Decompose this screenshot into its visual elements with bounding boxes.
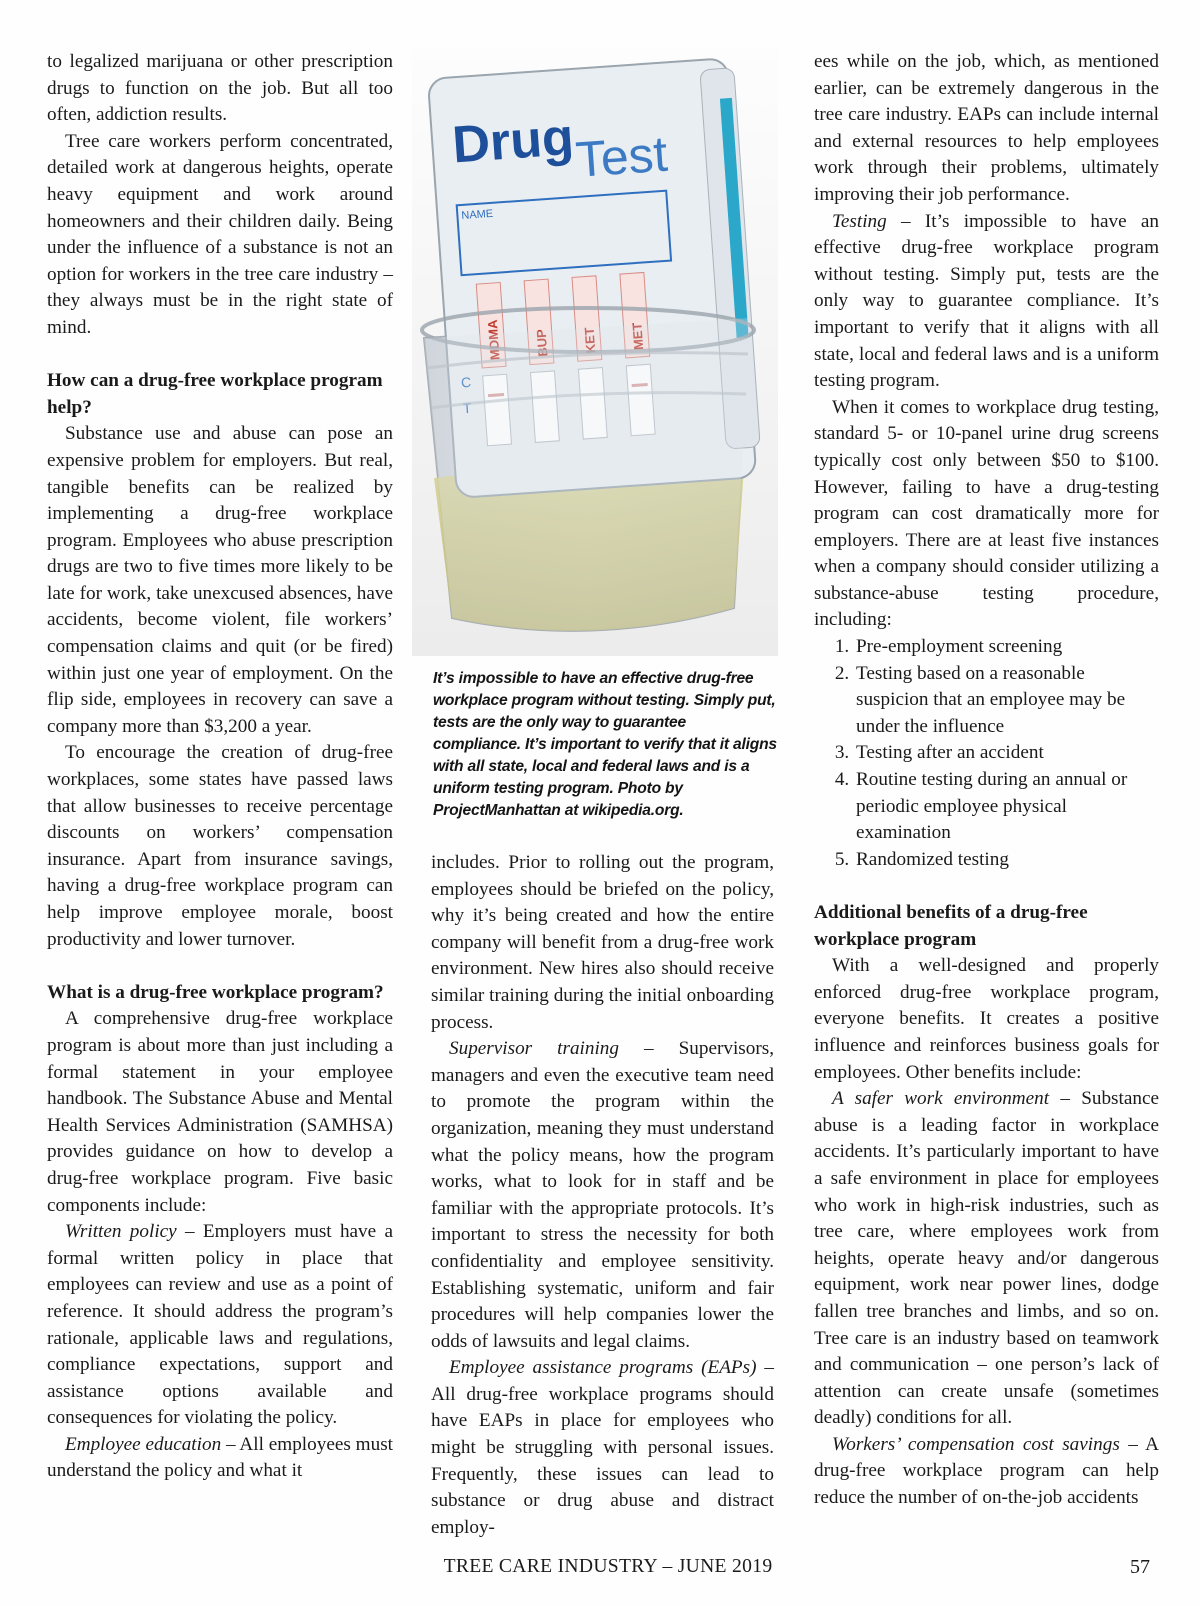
paragraph: Substance use and abuse can pose an expensive problem for employers. But real, tangible benefits can be realized by implementing a drug-free workplace program. Employees who abuse prescription drugs are two to five times more likely to be late for work, take unexcused absences, have accidents, become violent, file workers’ compensation claims and quit (or be fired) within just one year of employment. On the flip side, employees in recovery can save a company more than $3,200 a year. [47,423,393,737]
brand-word-test: Test [573,125,670,188]
paragraph: Workers’ compensation cost savings – A drug-free workplace program can help reduce the number of on-the-job accidents [814,1433,1159,1509]
paragraph: A safer work environment – Substance abuse is a leading factor in workplace accidents. It’s particularly important to have a safe environment in place for employees who work in high-risk industries, such as tree care, where employees work from heights, operate heavy and/or dangerous equipment, work near power lines, dodge fallen tree branches and limbs, and so on. Tree care is an industry based on teamwork and communication – one person’s lack of attention can create unsafe (sometimes deadly) conditions for all. [814,1088,1159,1429]
paragraph: To encourage the creation of drug-free workplaces, some states have passed laws that allow businesses to receive percentage discounts on workers’ compensation insurance. Apart from insurance savings, having a drug-free workplace program can help improve employee morale, boost productivity and lower turnover. [47,742,393,950]
section-heading: What is a drug-free workplace program? [47,981,384,1003]
paragraph: Tree care workers perform concentrated, detailed work at dangerous heights, operate heavy equipment and work around homeowners and their children daily. Being under the influence of a substance is not an option for workers in the tree care industry – they always must be in the right state of mind. [47,130,393,338]
article-column-2 [431,850,774,1541]
panel-label-ket: KET [581,326,599,354]
section-heading: Additional benefits of a drug-free workplace program [814,902,1088,950]
article-column-3 [814,49,1159,1512]
drug-test-photo [412,48,778,656]
paragraph: Employee assistance programs (EAPs) – All drug-free workplace programs should have EAPs in place for employees who might be struggling with personal issues. Frequently, these issues can lead to substance or drug abuse and distract employ- [431,1357,774,1538]
page-number: 57 [1130,1556,1150,1578]
run-in-heading: Employee education [65,1433,222,1455]
paragraph: Written policy – Employers must have a formal written policy in place that employees can review and use as a point of reference. It should address the program’s rationale, applicable laws and regulations, compliance expectations, support and assistance options available and consequences for violating the policy. [47,1221,393,1429]
panel-label-mdma: MDMA [484,319,503,361]
test-line-label: T [462,399,472,417]
brand-word-drug: Drug [450,108,576,175]
paragraph: Testing – It’s impossible to have an effective drug-free workplace program without testing. Simply put, tests are the only way to guarantee compliance. It’s important to verify that it aligns with all state, local and federal laws and is a uniform testing program. [814,210,1159,392]
run-in-heading: A safer work environment [832,1088,1050,1110]
paragraph: to legalized marijuana or other prescription drugs to function on the job. But all too often, addiction results. [47,51,393,126]
control-line-label: C [460,373,472,391]
photo-caption: It’s impossible to have an effective drug-free workplace program without testing. Simply put, tests are the only way to guarantee compliance. It’s important to verify that it aligns with all state, local and federal laws and is a uniform testing program. Photo by ProjectManhattan at wikipedia.org. [433,670,777,819]
paragraph: With a well-designed and properly enforced drug-free workplace program, everyone benefits. It creates a positive influence and reinforces business goals for employees. Other benefits include: [814,955,1159,1083]
run-in-heading: Testing [832,210,887,232]
run-in-heading: Workers’ compensation cost savings [832,1433,1120,1455]
list-item: 3. Testing after an accident [854,740,1159,767]
run-in-heading: Written policy [65,1221,177,1243]
paragraph: Employee education – All employees must understand the policy and what it [47,1433,393,1482]
paragraph: includes. Prior to rolling out the program, employees should be briefed on the policy, why it’s being created and how the entire company will benefit from a drug-free work environment. New hires also should receive similar training during the initial onboarding process. [431,852,774,1033]
list-item: 4. Routine testing during an annual or periodic employee physical examination [854,767,1159,847]
name-field-label: NAME [461,207,494,223]
list-item: 1. Pre-employment screening [854,634,1159,661]
panel-label-met: MET [629,322,647,351]
run-in-heading: Employee assistance programs (EAPs) [449,1357,757,1379]
panel-label-bup: BUP [533,328,551,358]
paragraph: A comprehensive drug-free workplace program is about more than just including a formal statement in your employee handbook. The Substance Abuse and Mental Health Services Administration (SAMHSA) provides guidance on how to develop a drug-free workplace program. Five basic components include: [47,1008,393,1216]
paragraph: ees while on the job, which, as mentioned earlier, can be extremely dangerous in the tree care industry. EAPs can include internal and external resources to help employees work through their problems, ultimately improving their job performance. [814,51,1159,205]
section-heading: How can a drug-free workplace program help? [47,370,383,418]
paragraph: When it comes to workplace drug testing, standard 5- or 10-panel urine drug screens typically cost only between $50 to $100. However, failing to have a drug-testing program can cost dramatically more for employers. There are at least five instances when a company should consider utilizing a substance-abuse testing procedure, including: [814,396,1159,631]
testing-instances-list [814,634,1159,873]
paragraph: Supervisor training – Supervisors, managers and even the executive team need to promote the program within the organization, meaning they must understand what the policy means, how the program works, what to look for in staff and be familiar with the appropriate protocols. It’s important to stress the necessity for both confidentiality and employee sensitivity. Establishing systematic, uniform and fair procedures will help companies lower the odds of lawsuits and legal claims. [431,1038,774,1352]
list-item: 2. Testing based on a reasonable suspicion that an employee may be under the influence [854,661,1159,741]
footer-publication: TREE CARE INDUSTRY – JUNE 2019 [443,1556,773,1577]
run-in-heading: Supervisor training [449,1038,619,1060]
article-column-1 [47,49,393,1485]
list-item: 5. Randomized testing [854,847,1159,874]
drug-test-illustration [412,48,778,656]
